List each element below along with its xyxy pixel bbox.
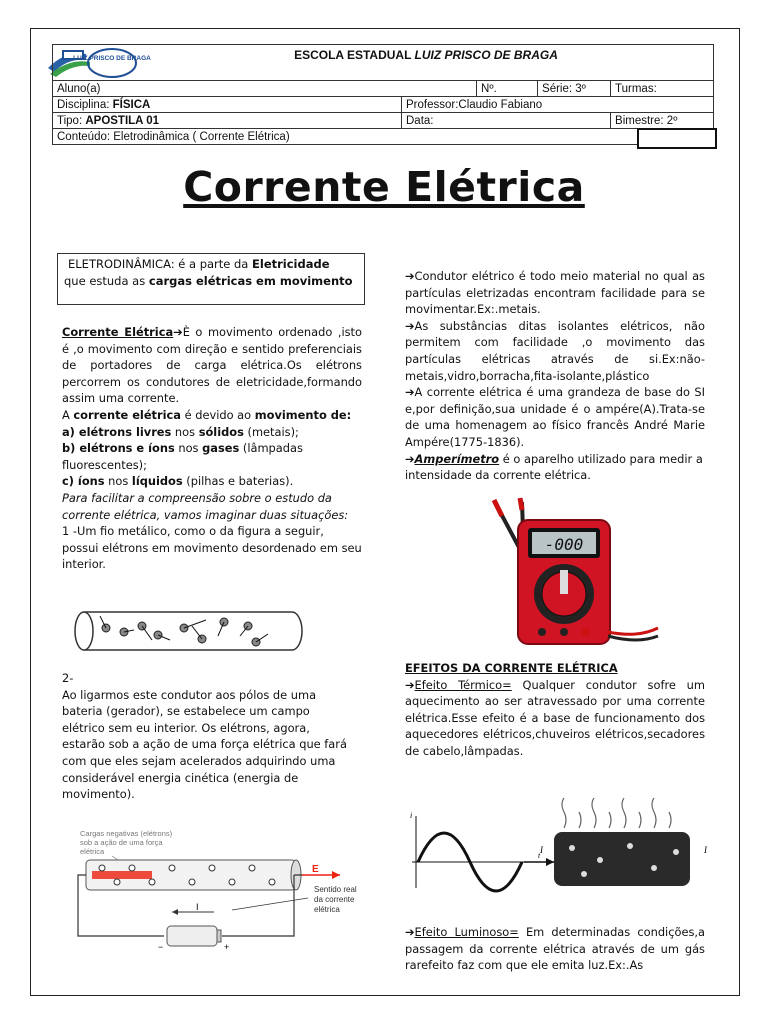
wire-random-electrons-figure <box>72 606 304 656</box>
devido-a: A <box>62 407 74 422</box>
page-title: Corrente Elétrica <box>183 163 585 211</box>
definition-bold-1: Eletricidade <box>252 257 330 271</box>
item-b-mid: nos <box>174 441 203 456</box>
fig2-caption: Cargas negativas (elétrons) sob a ação de uma força elétrica <box>80 829 173 856</box>
item-c-mid: nos <box>104 474 132 489</box>
isolantes-text: ➔As substâncias ditas isolantes elétricos, não permitem com facilidade ,o movimento das partículas elétricas através de si.Ex:não-metais,vidro,borracha,fita-isolante,plástico <box>405 318 705 383</box>
fig2-plus: + <box>224 942 230 952</box>
devido-d: movimento de: <box>254 407 352 422</box>
item-b-tail: (lâmpadas fluorescentes); <box>62 441 303 472</box>
fig2-field-label: E <box>312 864 319 875</box>
bimestre-field: Bimestre: 2º <box>611 113 714 129</box>
tipo-label: Tipo: <box>57 114 86 127</box>
situacao-1: 1 -Um fio metálico, como o da figura a seguir, possui elétrons em movimento desordenado em seu interior. <box>62 524 362 572</box>
italic-intro: Para facilitar a compreensão sobre o estudo da corrente elétrica, vamos imaginar duas situações: <box>62 490 349 522</box>
left-column-top <box>62 324 362 573</box>
corrente-term: Corrente Elétrica <box>62 325 174 339</box>
condutor-text: ➔Condutor elétrico é todo meio material no qual as partículas eletrizadas encontram facilidade para se movimentar.Ex:.metais. <box>405 269 705 317</box>
situacao-2-number: 2- <box>62 671 74 685</box>
logo-text: LUIZ PRISCO DE BRAGA <box>73 55 151 62</box>
item-a-tail: (metais); <box>243 424 299 439</box>
school-name-italic: LUIZ PRISCO DE BRAGA <box>414 48 558 62</box>
tipo-field <box>53 113 402 129</box>
fig2-current-label: I <box>196 902 199 912</box>
amperimetro-definition: é o aparelho utilizado para medir a intensidade da corrente elétrica. <box>405 451 703 483</box>
school-prefix: ESCOLA ESTADUAL <box>294 48 415 62</box>
item-a-bold: sólidos <box>198 424 244 439</box>
devido-c: é devido ao <box>180 407 255 422</box>
wire-i-left: I <box>540 845 543 855</box>
efeitos-title: EFEITOS DA CORRENTE ELÉTRICA <box>405 661 618 675</box>
termico-term: Efeito Térmico= <box>414 677 512 692</box>
multimeter-image <box>458 498 668 648</box>
item-c-label: c) íons <box>62 474 105 489</box>
definition-text-1: ELETRODINÂMICA: é a parte da <box>68 257 253 271</box>
amperimetro-term: Amperímetro <box>414 451 500 466</box>
definition-text-2: que estuda as <box>64 274 149 288</box>
meter-display: -000 <box>544 535 584 554</box>
definition-bold-2: cargas elétricas em movimento <box>148 274 353 288</box>
disciplina-label: Disciplina: <box>57 98 113 111</box>
serie-field[interactable]: Série: 3º <box>538 81 611 97</box>
grade-box <box>637 128 717 149</box>
numero-field[interactable]: Nº. <box>477 81 538 97</box>
wire-i-right: I <box>704 845 707 855</box>
school-name <box>53 45 714 81</box>
graph-t-label: t <box>538 851 541 860</box>
turmas-field[interactable]: Turmas: <box>611 81 714 97</box>
right-column-luminoso <box>405 924 705 974</box>
luminoso-arrow: ➔ <box>405 925 415 939</box>
item-b-bold: gases <box>202 441 240 456</box>
devido-b: corrente elétrica <box>73 407 181 422</box>
left-column-bottom <box>62 670 352 803</box>
item-b-label: b) elétrons e íons <box>62 441 175 456</box>
fig2-sentido: Sentido real da corrente elétrica <box>314 885 357 914</box>
item-a-label: a) elétrons livres <box>62 424 172 439</box>
termico-arrow: ➔ <box>405 677 415 692</box>
amperimetro-arrow: ➔ <box>405 451 415 466</box>
thermal-effect-figure <box>404 798 720 894</box>
disciplina-field <box>53 97 402 113</box>
graph-i-label: i <box>410 811 413 820</box>
grandeza-text: ➔A corrente elétrica é uma grandeza de base do SI e,por definição,sua unidade é o ampére(A).Trata-se de uma homenagem ao físico francês André Marie Ampére(1775-1836). <box>405 385 705 449</box>
data-field[interactable]: Data: <box>402 113 611 129</box>
disciplina-value: FÍSICA <box>112 98 151 111</box>
header-table <box>52 44 714 145</box>
aluno-field[interactable]: Aluno(a) <box>53 81 477 97</box>
definition-box <box>57 253 365 305</box>
item-a-mid: nos <box>171 424 199 439</box>
arrow-icon: ➔ <box>173 325 183 339</box>
corrente-definition: È o movimento ordenado ,isto é ,o movimento com direção e sentido preferenciais de portadores de carga elétrica.Os elétrons percorrem os condutores de eletricidade,formando assim uma corrente. <box>62 325 362 406</box>
situacao-2: Ao ligarmos este condutor aos pólos de uma bateria (gerador), se estabelece um campo elétrico sem eu interior. Os elétrons, agora, estarão sob a ação de uma força elétrica que fará com que eles sejam acelerados adquirindo uma considerável energia cinética (energia de movimento). <box>62 687 347 802</box>
luminoso-definition: Em determinadas condições,a passagem da corrente elétrica através de um gás rarefeito faz com que ele emita luz.Ex:.As <box>405 925 706 973</box>
right-column-efeitos <box>405 660 705 760</box>
termico-definition: Qualquer condutor sofre um aquecimento ao ser atravessado por uma corrente elétrica.Esse efeito é a base de funcionamento dos aquecedores elétricos,chuveiros elétricos,secadores de cabelo,lâmpadas. <box>405 677 705 758</box>
right-column-top <box>405 268 705 484</box>
professor-field: Professor:Claudio Fabiano <box>402 97 714 113</box>
item-c-bold: líquidos <box>131 474 183 489</box>
tipo-value: APOSTILA 01 <box>85 114 160 127</box>
item-c-tail: (pilhas e baterias). <box>182 474 294 489</box>
conteudo-field: Conteúdo: Eletrodinâmica ( Corrente Elétrica) <box>53 129 714 145</box>
luminoso-term: Efeito Luminoso= <box>414 925 519 939</box>
fig2-minus: − <box>158 942 164 952</box>
wire-battery-figure <box>72 826 372 956</box>
